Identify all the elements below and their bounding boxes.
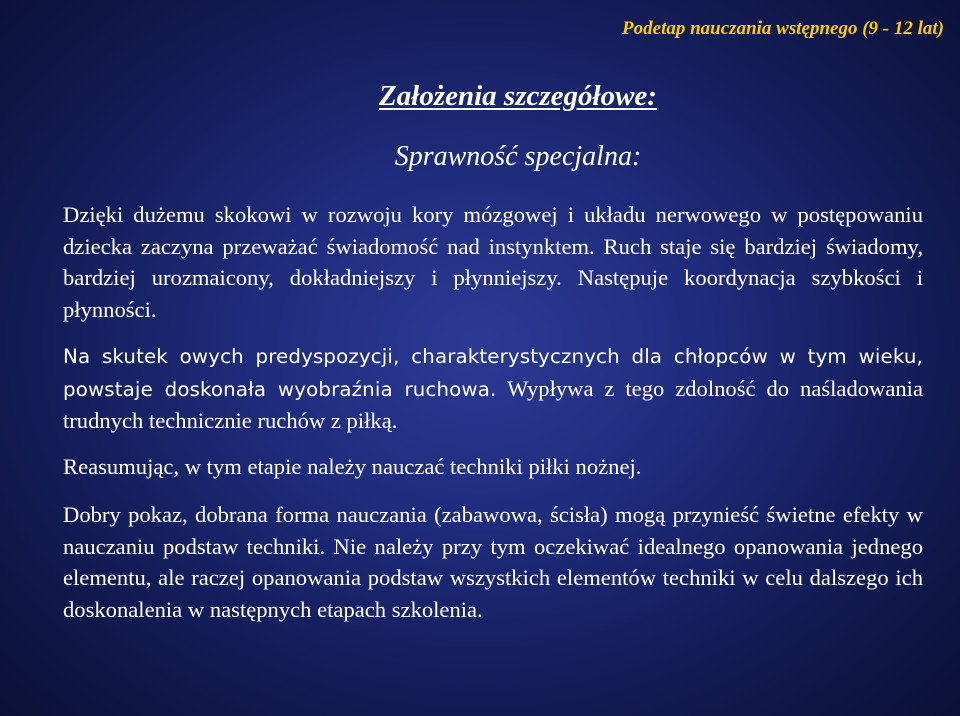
header-subtitle: Podetap nauczania wstępnego (9 - 12 lat)	[622, 18, 944, 39]
paragraph-teaching-method: Dobry pokaz, dobrana forma nauczania (zabawowa, ścisła) mogą przynieść świetne efekty w nauczaniu podstaw techniki. Nie należy przy tym oczekiwać idealnego opanowania jednego elementu, ale raczej opanowania podstaw wszystkich elementów techniki w celu dalszego ich doskonalenia w następnych etapach szkolenia.	[63, 502, 923, 622]
paragraph-predispositions-lead: Na skutek owych predyspozycji, charakterystycznych dla chłopców w tym wieku, powstaje doskonała wyobraźnia ruchowa.	[63, 345, 923, 401]
slide-title: Założenia szczegółowe:	[379, 80, 657, 112]
paragraph-development: Dzięki dużemu skokowi w rozwoju kory mózgowej i układu nerwowego w postępowaniu dziecka zaczyna przeważać świadomość nad instynktem. Ruch staje się bardziej świadomy, bardziej urozmaicony, dokładniejszy i płynniejszy. Następuje koordynacja szybkości i płynności.	[63, 202, 923, 322]
paragraph-predispositions-tail: Wypływa z tego zdolność do naśladowania trudnych technicznie ruchów z piłką.	[63, 375, 923, 433]
paragraph-predispositions	[63, 341, 923, 438]
section-heading: Sprawność specjalna:	[394, 141, 642, 172]
paragraph-summary: Reasumując, w tym etapie należy nauczać techniki piłki nożnej.	[63, 454, 642, 479]
